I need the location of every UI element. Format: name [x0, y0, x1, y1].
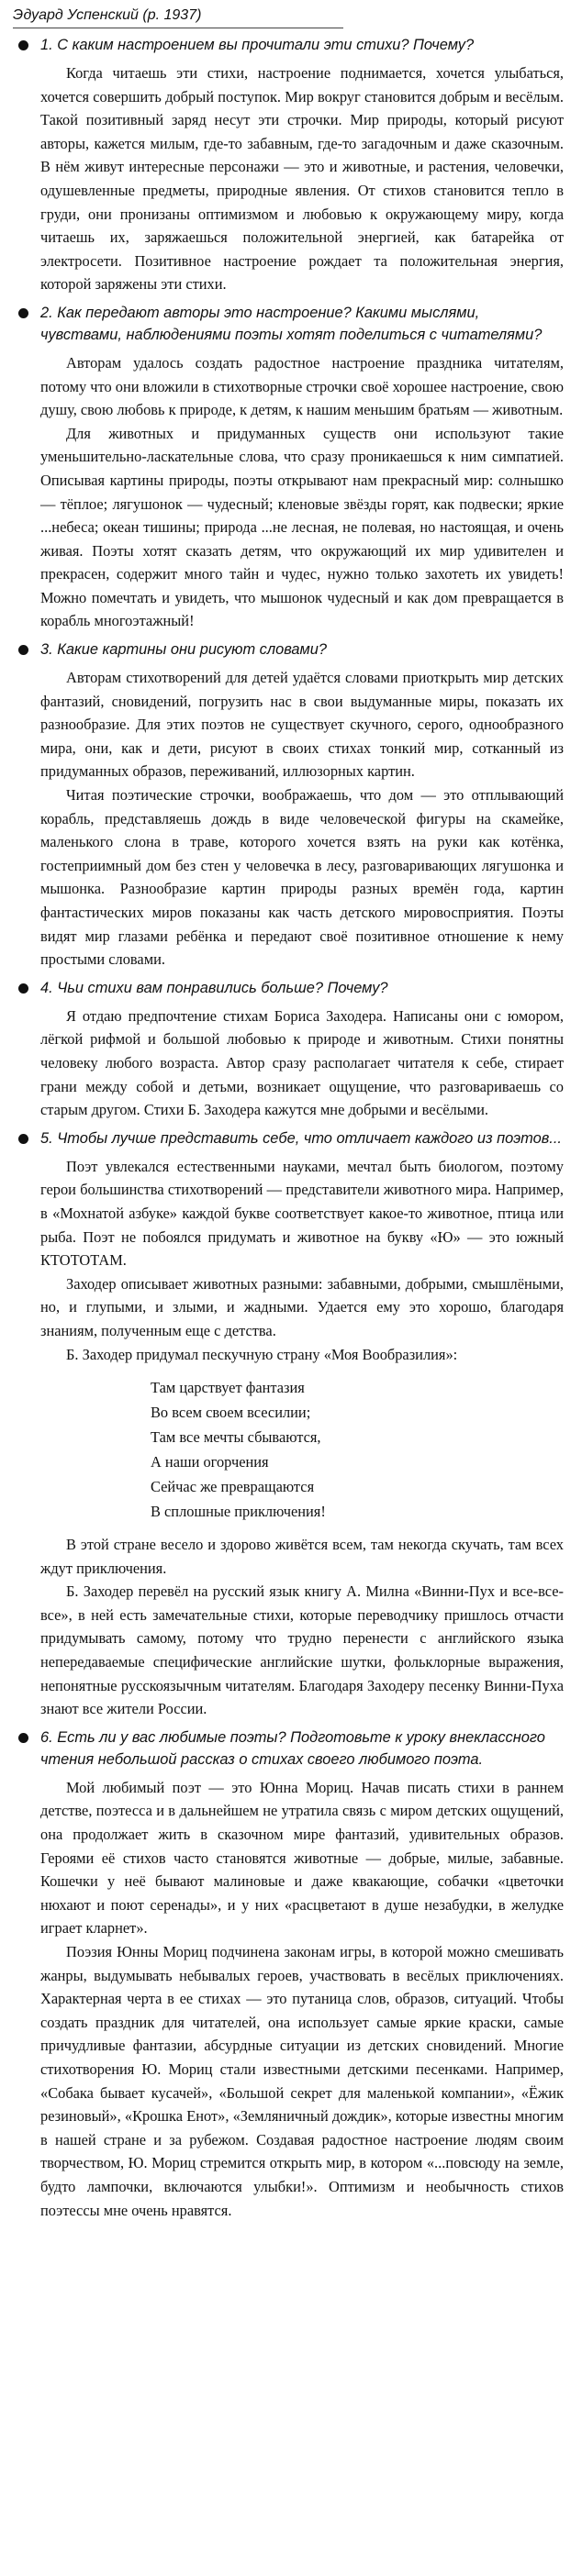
question-text: 1. С каким настроением вы прочитали эти стихи? Почему? — [40, 37, 475, 53]
question-text: 3. Какие картины они рисуют словами? — [40, 641, 328, 659]
poem-line: Во всем своем всесилии; — [151, 1404, 311, 1422]
paragraph: Заходер описывает животных разными: забавными, добрыми, смышлёными, но, и глупыми, и злыми, и жадными. Удается ему это хорошо, благодаря знаниям, полученным еще с детства. — [40, 1274, 564, 1339]
poem-line: Сейчас же превращаются — [151, 1478, 315, 1496]
question-text: 2. Как передают авторы это настроение? Какими мыслями, чувствами, наблюдениями поэты хотят поделиться с читателями? — [40, 304, 543, 343]
poem-line: Там царствует фантазия — [151, 1379, 305, 1397]
paragraph: Б. Заходер перевёл на русский язык книгу А. Милна «Винни-Пух и все-все-все», в ней есть замечательные стихи, которые переводчику пришлось отчасти придумывать самому, потому что трудно перенести с английского языка непередаваемые специфические английские шутки, фольклорные выражения, непонятные русскоязычным читателям. Благодаря Заходеру песенку Винни-Пуха знают все жители России. — [40, 1582, 564, 1718]
paragraph: В этой стране весело и здорово живётся всем, там некогда скучать, там всех ждут приключения. — [40, 1536, 564, 1577]
answer-1 — [13, 61, 569, 296]
bullet-icon — [18, 983, 28, 994]
author-heading: Эдуард Успенский (р. 1937) — [13, 7, 202, 23]
page-header — [13, 6, 343, 28]
section-1 — [13, 34, 569, 296]
question-2 — [13, 302, 569, 346]
paragraph: Я отдаю предпочтение стихам Бориса Заходера. Написаны они с юмором, лёгкой рифмой и большой любовью к природе и животным. Стихи понятны человеку любого возраста. Автор сразу располагает читателя к себе, стирает грани между собой и детьми, возникает ощущение, что разговариваешь со старым другом. Стихи Б. Заходера кажутся мне добрыми и весёлыми. — [40, 1006, 564, 1119]
poem-line: Там все мечты сбываются, — [151, 1428, 321, 1447]
paragraph: Когда читаешь эти стихи, настроение поднимается, хочется улыбаться, хочется совершить добрый поступок. Мир вокруг становится добрым и весёлым. Такой позитивный заряд несут эти строчки. Мир природы, который рисуют авторы, кажется милым, где-то забавным, где-то загадочным и даже сказочным. В нём живут интересные персонажи — это и животные, и растения, человечки, одушевленные предметы, природные явления. От стихов становится тепло в груди, они пронизаны оптимизмом и любовью к окружающему миру, когда читаешь их, заряжаешься положительной энергией, как батарейка от электросети. Позитивное настроение рождает та положительная энергия, которой заряжены эти стихи. — [40, 64, 564, 294]
section-5 — [13, 1127, 569, 1721]
bullet-icon — [18, 645, 28, 655]
paragraph: Поэзия Юнны Мориц подчинена законам игры, в которой можно смешивать жанры, выдумывать небывалых героев, участвовать в весёлых приключениях. Характерная черта в ее стихах — это путаница слов, образов, ситуаций. Чтобы создать праздник для читателей, она использует самые яркие краски, самые причудливые фантазии, абсурдные ситуации из детских сновидений. Многие стихотворения Ю. Мориц стали известными детскими песенками. Например, «Собака бывает кусачей», «Большой секрет для маленькой компании», «Ёжик резиновый», «Крошка Енот», «Земляничный дождик», которые известны многим в нашей стране и за рубежом. Создавая радостное настроение людям своим творчеством, Ю. Мориц стремится открыть мир, в котором «...повсюду на земле, будто лампочки, включаются улыбки!». Оптимизм и необычность стихов поэтессы мне очень нравятся. — [40, 1943, 564, 2219]
answer-5 — [13, 1155, 569, 1721]
answer-4 — [13, 1005, 569, 1122]
answer-6 — [13, 1776, 569, 2222]
paragraph: Авторам стихотворений для детей удаётся словами приоткрыть мир детских фантазий, сновидений, погрузить нас в свои выдуманные миры, показать их разнообразие. Для этих поэтов не существует скучного, серого, однообразного мира, они, как и дети, рисуют в своих стихах тонкий мир, сотканный из придуманных образов, переживаний, иллюзорных картин. — [40, 669, 564, 781]
poem — [151, 1375, 564, 1524]
paragraph: Для животных и придуманных существ они используют такие уменьшительно-ласкательные слова, что сразу проникаешься к ним симпатией. Описывая картины природы, поэты открывают нам прекрасный мир: солнышко — тёплое; лягушонок — чудесный; кленовые звёзды горят, как подвески; яркие ...небеса; океан тишины; природа ...не лесная, не полевая, но настоящая, и очень живая. Поэты хотят сказать детям, что окружающий их мир удивителен и прекрасен, содержит много тайн и чудес, нужно только захотеть их увидеть! Можно помечтать и увидеть, что мышонок чудесный и как дом превращается в корабль многоэтажный! — [40, 424, 564, 630]
question-4 — [13, 977, 569, 999]
bullet-icon — [18, 1733, 28, 1743]
paragraph: Мой любимый поэт — это Юнна Мориц. Начав писать стихи в раннем детстве, поэтесса и в дальнейшем не утратила связь с миром детских ощущений, она продолжает жить в сказочном мире фантазий, удивительных образов. Героями её стихов часто становятся животные — добрые, милые, забавные. Кошечки у неё бывают малиновые и даже квакающие, собачки «цветочки нюхают и поют серенады», и у них «расцветают в душе незабудки, в желудке играет кларнет». — [40, 1778, 564, 1938]
question-text: 4. Чьи стихи вам понравились больше? Почему? — [40, 979, 388, 996]
section-2 — [13, 302, 569, 633]
paragraph: Б. Заходер придумал пескучную страну «Моя Вообразилия»: — [66, 1345, 458, 1363]
section-6 — [13, 1727, 569, 2222]
paragraph: Читая поэтические строчки, воображаешь, что дом — это отплывающий корабль, представляешь дождь в виде человеческой фигуры на скамейке, маленького слона в траве, которого хочется взять на руки как котёнка, гостеприимный дом без стен у человечка в лесу, разговаривающих лягушонка и мышонка. Разнообразие картин природы разных времён года, картин фантастических миров показаны как часть детского мировосприятия. Поэты видят мир глазами ребёнка и передают своё позитивное отношение к нему простыми словами. — [40, 786, 564, 969]
question-text: 6. Есть ли у вас любимые поэты? Подготовьте к уроку внеклассного чтения небольшой рассказ о стихах своего любимого поэта. — [40, 1728, 545, 1768]
question-3 — [13, 638, 569, 661]
question-6 — [13, 1727, 569, 1771]
bullet-icon — [18, 308, 28, 318]
answer-2 — [13, 351, 569, 633]
answer-3 — [13, 666, 569, 972]
section-4 — [13, 977, 569, 1122]
question-text: 5. Чтобы лучше представить себе, что отличает каждого из поэтов... — [40, 1129, 562, 1147]
question-5 — [13, 1127, 569, 1149]
poem-line: В сплошные приключения! — [151, 1503, 326, 1521]
paragraph: Авторам удалось создать радостное настроение праздника читателям, потому что они вложили в стихотворные строчки своё хорошее настроение, свою душу, свою любовь к природе, к детям, к нашим меньшим братьям — животным. — [40, 353, 564, 419]
bullet-icon — [18, 1134, 28, 1144]
question-1 — [13, 34, 569, 56]
bullet-icon — [18, 40, 28, 50]
section-3 — [13, 638, 569, 972]
poem-line: А наши огорчения — [151, 1453, 269, 1471]
paragraph: Поэт увлекался естественными науками, мечтал быть биологом, поэтому герои большинства стихотворений — представители животного мира. Например, в «Мохнатой азбуке» каждой букве соответствует какое-то животное, птица или рыба. Поэт не побоялся придумать и животное на букву «Ю» — это южный КТОТОТАМ. — [40, 1157, 564, 1270]
